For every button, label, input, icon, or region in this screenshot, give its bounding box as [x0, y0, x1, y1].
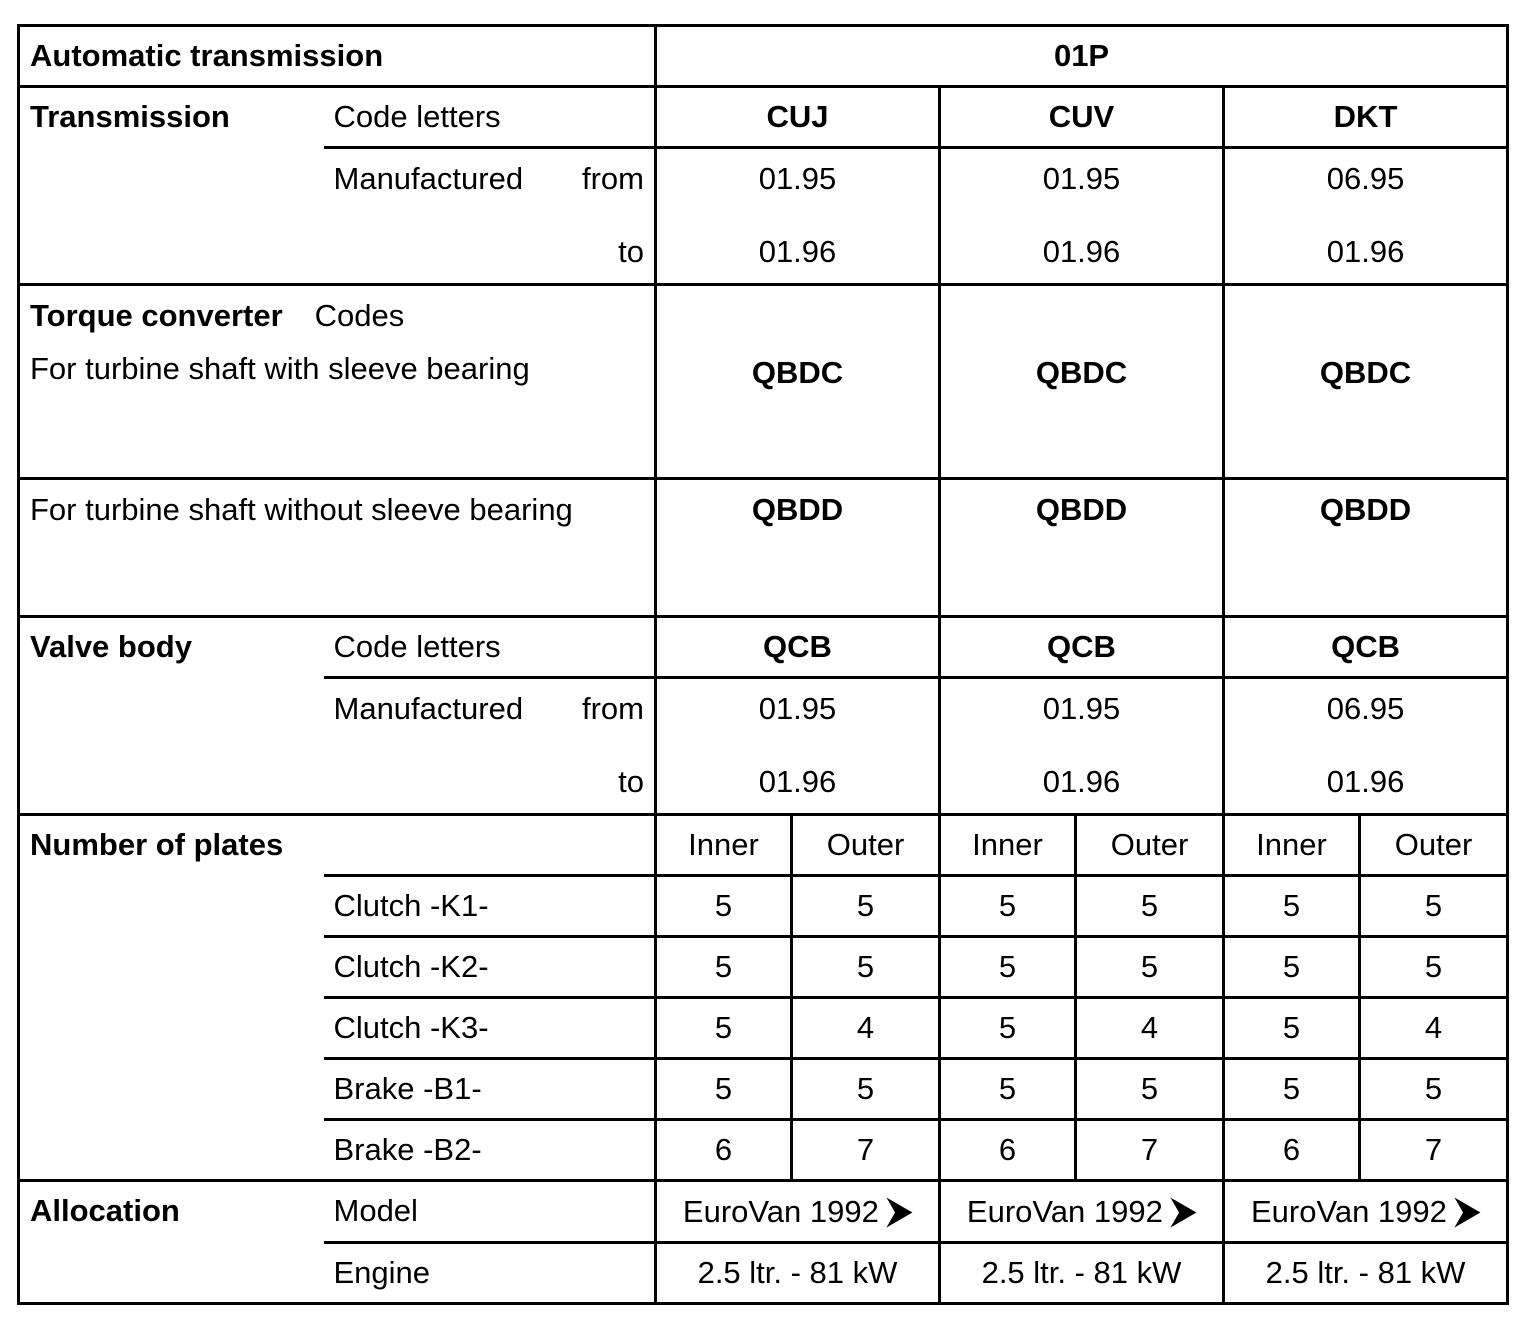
torque-converter-cell: Torque converter Codes For turbine shaft with sleeve bearing — [19, 285, 656, 479]
allocation-model: EuroVan 1992 ⮞ — [1224, 1181, 1508, 1243]
plate-component-name: Clutch -K2- — [324, 937, 656, 998]
valve-body-code: QCB — [1224, 617, 1508, 678]
torque-converter-code: QBDC — [656, 285, 940, 479]
allocation-model-row — [19, 1181, 1508, 1243]
plate-count: 5 — [940, 876, 1076, 937]
valve-body-label: Valve body — [19, 617, 324, 815]
outer-header: Outer — [1076, 815, 1224, 876]
outer-header: Outer — [1360, 815, 1508, 876]
plate-count: 4 — [1076, 998, 1224, 1059]
allocation-label: Allocation — [19, 1181, 324, 1304]
plate-count: 7 — [1360, 1120, 1508, 1181]
plate-count: 5 — [1224, 937, 1360, 998]
allocation-engine: 2.5 ltr. - 81 kW — [1224, 1243, 1508, 1304]
header-row — [19, 26, 1508, 87]
torque-converter-code: QBDC — [1224, 285, 1508, 479]
plate-count: 5 — [792, 1059, 940, 1120]
allocation-engine: 2.5 ltr. - 81 kW — [940, 1243, 1224, 1304]
allocation-engine-label: Engine — [324, 1243, 656, 1304]
table-title: Automatic transmission — [19, 26, 656, 87]
plate-count: 5 — [940, 1059, 1076, 1120]
plate-count: 4 — [1360, 998, 1508, 1059]
transmission-date-cell: 06.95 01.96 — [1224, 148, 1508, 285]
transmission-date-cell: 01.95 01.96 — [656, 148, 940, 285]
plate-count: 5 — [656, 1059, 792, 1120]
plate-count: 5 — [656, 876, 792, 937]
chevron-right-icon: ⮞ — [1455, 1192, 1481, 1230]
plate-count: 5 — [1076, 876, 1224, 937]
plate-count: 5 — [1360, 1059, 1508, 1120]
inner-header: Inner — [656, 815, 792, 876]
transmission-date-cell: 01.95 01.96 — [940, 148, 1224, 285]
plate-count: 5 — [1076, 937, 1224, 998]
torque-converter-without-sleeve-row — [19, 479, 1508, 617]
valve-body-code: QCB — [940, 617, 1224, 678]
plate-count: 5 — [940, 998, 1076, 1059]
valve-body-date-cell: 01.95 01.96 — [940, 678, 1224, 815]
transmission-spec-table — [17, 24, 1509, 1305]
without-sleeve-label: For turbine shaft without sleeve bearing — [19, 479, 656, 617]
plate-component-name: Clutch -K1- — [324, 876, 656, 937]
valve-body-manufactured-label: Manufactured from to — [324, 678, 656, 815]
allocation-model: EuroVan 1992 ⮞ — [940, 1181, 1224, 1243]
inner-header: Inner — [1224, 815, 1360, 876]
valve-body-date-cell: 06.95 01.96 — [1224, 678, 1508, 815]
plate-count: 4 — [792, 998, 940, 1059]
plate-count: 6 — [1224, 1120, 1360, 1181]
plate-count: 5 — [656, 998, 792, 1059]
valve-body-date-cell: 01.95 01.96 — [656, 678, 940, 815]
torque-converter-code: QBDD — [656, 479, 940, 617]
valve-body-code: QCB — [656, 617, 940, 678]
chevron-right-icon: ⮞ — [887, 1192, 913, 1230]
transmission-label: Transmission — [19, 87, 324, 285]
transmission-code-letters-label: Code letters — [324, 87, 656, 148]
allocation-model: EuroVan 1992 ⮞ — [656, 1181, 940, 1243]
plate-count: 5 — [1224, 1059, 1360, 1120]
outer-header: Outer — [792, 815, 940, 876]
torque-converter-code: QBDC — [940, 285, 1224, 479]
allocation-model-label: Model — [324, 1181, 656, 1243]
torque-converter-code: QBDD — [940, 479, 1224, 617]
plate-count: 5 — [1360, 876, 1508, 937]
plate-count: 5 — [1076, 1059, 1224, 1120]
plate-count: 7 — [792, 1120, 940, 1181]
plate-count: 7 — [1076, 1120, 1224, 1181]
plate-count: 5 — [792, 937, 940, 998]
plate-count: 5 — [940, 937, 1076, 998]
plate-component-name: Clutch -K3- — [324, 998, 656, 1059]
plate-count: 5 — [792, 876, 940, 937]
valve-body-code-row — [19, 617, 1508, 678]
transmission-code: CUV — [940, 87, 1224, 148]
plate-component-name: Brake -B1- — [324, 1059, 656, 1120]
torque-converter-code: QBDD — [1224, 479, 1508, 617]
plate-count: 5 — [656, 937, 792, 998]
plates-header-blank — [324, 815, 656, 876]
plate-count: 5 — [1224, 876, 1360, 937]
plate-component-name: Brake -B2- — [324, 1120, 656, 1181]
plates-header-row — [19, 815, 1508, 876]
transmission-code: DKT — [1224, 87, 1508, 148]
transmission-code-row — [19, 87, 1508, 148]
plate-count: 5 — [1360, 937, 1508, 998]
plates-label: Number of plates — [19, 815, 324, 1181]
transmission-code: CUJ — [656, 87, 940, 148]
allocation-engine: 2.5 ltr. - 81 kW — [656, 1243, 940, 1304]
transmission-manufactured-label: Manufactured from to — [324, 148, 656, 285]
chevron-right-icon: ⮞ — [1171, 1192, 1197, 1230]
valve-body-code-letters-label: Code letters — [324, 617, 656, 678]
plate-count: 6 — [656, 1120, 792, 1181]
plate-count: 5 — [1224, 998, 1360, 1059]
plate-count: 6 — [940, 1120, 1076, 1181]
inner-header: Inner — [940, 815, 1076, 876]
transmission-family-code: 01P — [656, 26, 1508, 87]
torque-converter-row — [19, 285, 1508, 479]
